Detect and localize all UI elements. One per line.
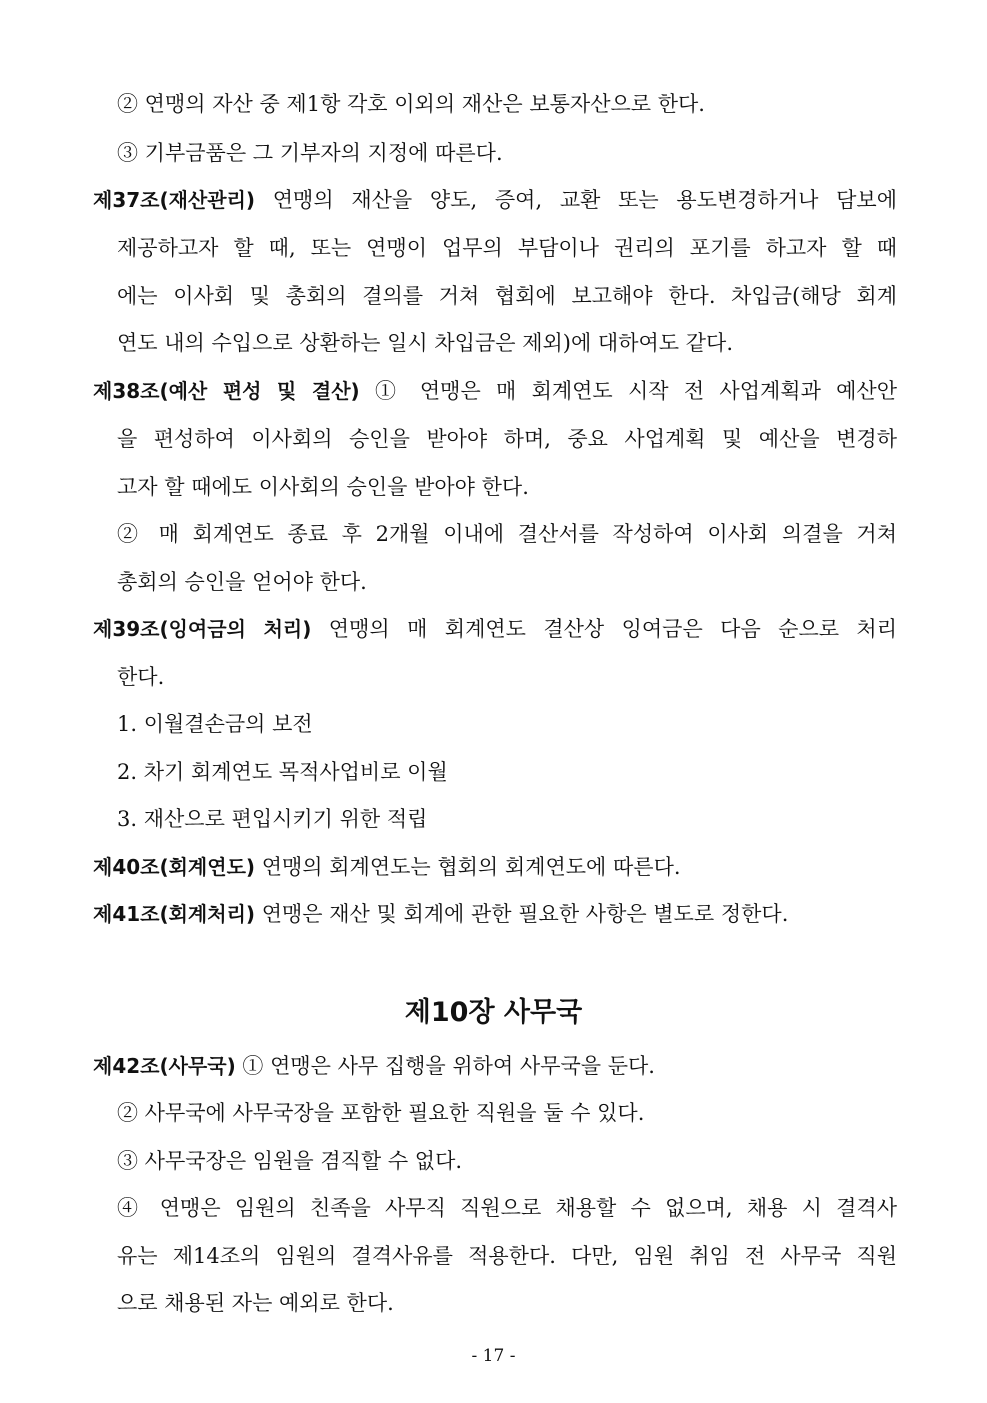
article38-line3: 고자 할 때에도 이사회의 승인을 받아야 한다. xyxy=(117,475,529,499)
article38-line2: 을 편성하여 이사회의 승인을 받아야 하며, 중요 사업계획 및 예산을 변경하 xyxy=(117,427,897,451)
article38-line4: ② 매 회계연도 종료 후 2개월 이내에 결산서를 작성하여 이사회 의결을 거쳐 xyxy=(117,522,897,546)
article39-line2: 한다. xyxy=(117,665,165,689)
article38-heading: 제38조(예산 편성 및 결산) xyxy=(93,379,360,403)
article37-line3: 에는 이사회 및 총회의 결의를 거쳐 협회에 보고해야 한다. 차입금(해당 회계 xyxy=(117,284,897,308)
page-number: - 17 - xyxy=(471,1346,516,1366)
article41-heading: 제41조(회계처리) xyxy=(93,902,256,926)
article42-heading: 제42조(사무국) xyxy=(93,1054,236,1078)
article38-line1 xyxy=(93,377,897,405)
article42-clause3: ③ 사무국장은 임원을 겸직할 수 없다. xyxy=(117,1149,463,1173)
article38-text: ① 연맹은 매 회계연도 시작 전 사업계획과 예산안 xyxy=(359,379,897,403)
article41-line xyxy=(93,900,788,928)
article37-heading: 제37조(재산관리) xyxy=(93,188,256,212)
article39-line1 xyxy=(93,615,897,643)
article37-text: 연맹의 재산을 양도, 증여, 교환 또는 용도변경하거나 담보에 xyxy=(255,188,897,212)
article42-clause4-line1: ④ 연맹은 임원의 친족을 사무직 직원으로 채용할 수 없으며, 채용 시 결격사 xyxy=(117,1196,897,1220)
article39-item1: 1. 이월결손금의 보전 xyxy=(117,712,313,736)
article37-line2: 제공하고자 할 때, 또는 연맹이 업무의 부담이나 권리의 포기를 하고자 할 때 xyxy=(117,236,897,260)
article39-text: 연맹의 매 회계연도 결산상 잉여금은 다음 순으로 처리 xyxy=(311,617,897,641)
article37-line1 xyxy=(93,186,897,214)
article39-heading: 제39조(잉여금의 처리) xyxy=(93,617,312,641)
article36-clause3: ③ 기부금품은 그 기부자의 지정에 따른다. xyxy=(117,141,503,165)
article39-item3: 3. 재산으로 편입시키기 위한 적립 xyxy=(117,807,428,831)
article41-text: 연맹은 재산 및 회계에 관한 필요한 사항은 별도로 정한다. xyxy=(255,902,789,926)
article39-item2: 2. 차기 회계연도 목적사업비로 이월 xyxy=(117,760,448,784)
chapter-title: 제10장 사무국 xyxy=(404,997,583,1028)
article36-clause2: ② 연맹의 자산 중 제1항 각호 이외의 재산은 보통자산으로 한다. xyxy=(117,92,705,116)
article40-heading: 제40조(회계연도) xyxy=(93,855,256,879)
article42-clause2: ② 사무국에 사무국장을 포함한 필요한 직원을 둘 수 있다. xyxy=(117,1101,645,1125)
article42-line1 xyxy=(93,1052,655,1080)
article42-text: ① 연맹은 사무 집행을 위하여 사무국을 둔다. xyxy=(235,1054,655,1078)
article40-line xyxy=(93,853,681,881)
article42-clause4-line2: 유는 제14조의 임원의 결격사유를 적용한다. 다만, 임원 취임 전 사무국 직원 xyxy=(117,1244,897,1268)
article37-line4: 연도 내의 수입으로 상환하는 일시 차입금은 제외)에 대하여도 같다. xyxy=(117,331,733,355)
article38-line5: 총회의 승인을 얻어야 한다. xyxy=(117,570,367,594)
article42-clause4-line3: 으로 채용된 자는 예외로 한다. xyxy=(117,1291,394,1315)
article40-text: 연맹의 회계연도는 협회의 회계연도에 따른다. xyxy=(255,855,681,879)
